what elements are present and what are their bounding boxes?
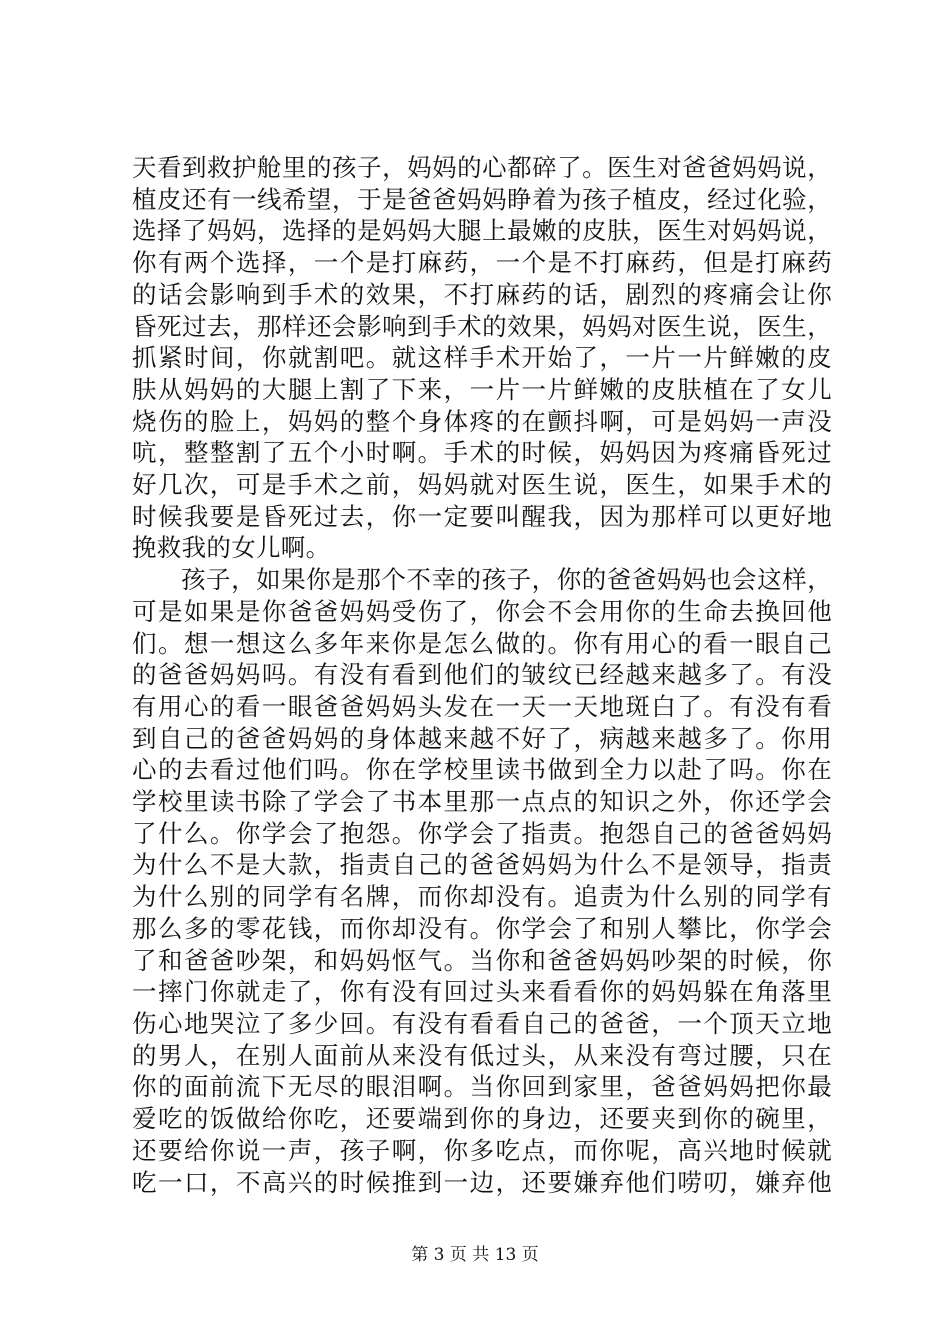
text-line: 了什么。你学会了抱怨。你学会了指责。抱怨自己的爸爸妈妈	[132, 818, 832, 848]
text-line: 的男人，在别人面前从来没有低过头，从来没有弯过腰，只在	[132, 1040, 832, 1070]
text-line: 那么多的零花钱，而你却没有。你学会了和别人攀比，你学会	[132, 913, 832, 943]
text-line: 心的去看过他们吗。你在学校里读书做到全力以赴了吗。你在	[132, 755, 832, 785]
page-footer: 第 3 页 共 13 页	[411, 1245, 539, 1265]
text-line: 爱吃的饭做给你吃，还要端到你的身边，还要夹到你的碗里，	[132, 1104, 832, 1134]
text-line: 吃一口，不高兴的时候推到一边，还要嫌弃他们唠叨，嫌弃他	[132, 1167, 832, 1197]
text-line: 可是如果是你爸爸妈妈受伤了，你会不会用你的生命去换回他	[132, 596, 832, 626]
text-line: 到自己的爸爸妈妈的身体越来越不好了，病越来越多了。你用	[132, 723, 832, 753]
text-line: 好几次，可是手术之前，妈妈就对医生说，医生，如果手术的	[132, 470, 832, 500]
text-line: 的爸爸妈妈吗。有没有看到他们的皱纹已经越来越多了。有没	[132, 660, 832, 690]
text-line: 选择了妈妈，选择的是妈妈大腿上最嫩的皮肤，医生对妈妈说，	[132, 216, 832, 246]
text-line: 烧伤的脸上，妈妈的整个身体疼的在颤抖啊，可是妈妈一声没	[132, 406, 832, 436]
text-line: 伤心地哭泣了多少回。有没有看看自己的爸爸，一个顶天立地	[132, 1008, 832, 1038]
text-line: 们。想一想这么多年来你是怎么做的。你有用心的看一眼自己	[132, 628, 832, 658]
text-line: 时候我要是昏死过去，你一定要叫醒我，因为那样可以更好地	[132, 501, 832, 531]
text-line: 为什么别的同学有名牌，而你却没有。追责为什么别的同学有	[132, 882, 832, 912]
text-line: 孩子，如果你是那个不幸的孩子，你的爸爸妈妈也会这样，	[181, 565, 832, 595]
text-line: 天看到救护舱里的孩子，妈妈的心都碎了。医生对爸爸妈妈说，	[132, 153, 832, 182]
body-text	[132, 152, 832, 1198]
text-line: 抓紧时间，你就割吧。就这样手术开始了，一片一片鲜嫩的皮	[132, 343, 832, 373]
text-line: 你有两个选择，一个是打麻药，一个是不打麻药，但是打麻药	[132, 248, 832, 278]
text-line: 的话会影响到手术的效果，不打麻药的话，剧烈的疼痛会让你	[132, 279, 832, 309]
text-line: 一摔门你就走了，你有没有回过头来看看你的妈妈躲在角落里	[132, 977, 832, 1007]
text-line: 为什么不是大款，指责自己的爸爸妈妈为什么不是领导，指责	[132, 850, 832, 880]
text-line: 昏死过去，那样还会影响到手术的效果，妈妈对医生说，医生，	[132, 311, 832, 341]
text-line: 了和爸爸吵架，和妈妈怄气。当你和爸爸妈妈吵架的时候，你	[132, 945, 832, 975]
text-line: 你的面前流下无尽的眼泪啊。当你回到家里，爸爸妈妈把你最	[132, 1072, 832, 1102]
text-line: 学校里读书除了学会了书本里那一点点的知识之外，你还学会	[132, 787, 832, 817]
text-line: 有用心的看一眼爸爸妈妈头发在一天一天地斑白了。有没有看	[132, 691, 832, 721]
text-line: 植皮还有一线希望，于是爸爸妈妈睁着为孩子植皮，经过化验，	[132, 184, 832, 214]
text-line: 吭，整整割了五个小时啊。手术的时候，妈妈因为疼痛昏死过	[132, 438, 832, 468]
text-line: 肤从妈妈的大腿上割了下来，一片一片鲜嫩的皮肤植在了女儿	[132, 374, 832, 404]
text-line: 挽救我的女儿啊。	[132, 533, 331, 563]
text-line: 还要给你说一声，孩子啊，你多吃点，而你呢，高兴地时候就	[132, 1135, 832, 1165]
